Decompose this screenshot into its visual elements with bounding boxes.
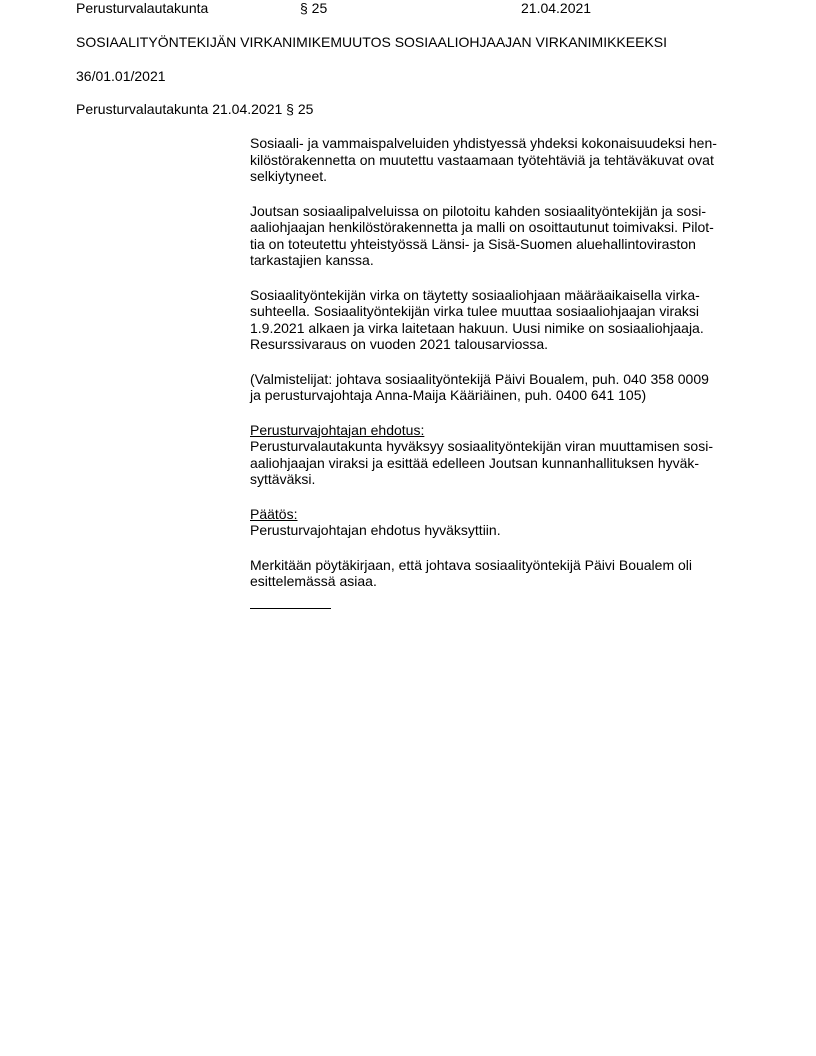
document-title: SOSIAALITYÖNTEKIJÄN VIRKANIMIKEMUUTOS SOSIAALIOHJAAJAN VIRKANIMIKKEEKSI — [76, 34, 667, 50]
paragraph-line: selkiytyneet. — [250, 168, 328, 184]
paragraph-preparers — [250, 371, 750, 404]
proposal-heading: Perusturvajohtajan ehdotus: — [250, 421, 425, 438]
decision-line: Perusturvajohtajan ehdotus hyväksyttiin. — [250, 522, 501, 538]
proposal-section — [250, 422, 750, 488]
decision-section — [250, 506, 750, 539]
paragraph-line: Resurssivaraus on vuoden 2021 talousarviossa. — [250, 336, 549, 352]
header-section-number: § 25 — [300, 0, 328, 16]
paragraph-line: Joutsan sosiaalipalveluissa on pilotoitu kahden sosiaalityöntekijän ja sosi- — [250, 202, 707, 219]
document-number: 36/01.01/2021 — [76, 68, 166, 84]
paragraph-line: tia on toteutettu yhteistyössä Länsi- ja Sisä-Suomen aluehallintoviraston — [250, 235, 696, 252]
decision-heading: Päätös: — [250, 505, 298, 522]
paragraph-line: kilöstörakennetta on muutettu vastaamaan työtehtäviä ja tehtäväkuvat ovat — [250, 151, 714, 168]
paragraph-background — [250, 135, 750, 185]
header-organization: Perusturvalautakunta — [76, 0, 209, 16]
paragraph-position-change — [250, 287, 750, 353]
proposal-line: syttäväksi. — [250, 471, 316, 487]
paragraph-line: Sosiaali- ja vammaispalveluiden yhdistyessä yhdeksi kokonaisuudeksi hen- — [250, 135, 717, 151]
note-section — [250, 557, 750, 590]
paragraph-line: tarkastajien kanssa. — [250, 252, 374, 268]
paragraph-line: ja perusturvajohtaja Anna-Maija Kääriäinen, puh. 0400 641 105) — [250, 387, 647, 403]
paragraph-line: suhteella. Sosiaalityöntekijän virka tulee muuttaa sosiaaliohjaajan viraksi — [250, 303, 700, 319]
header-date: 21.04.2021 — [521, 0, 592, 16]
meeting-reference: Perusturvalautakunta 21.04.2021 § 25 — [76, 101, 314, 117]
paragraph-line: (Valmistelijat: johtava sosiaalityöntekijä Päivi Boualem, puh. 040 358 0009 — [250, 370, 709, 387]
paragraph-pilot — [250, 203, 750, 269]
proposal-line: Perusturvalautakunta hyväksyy sosiaalityöntekijän viran muuttamisen sosi- — [250, 438, 713, 454]
document-body — [250, 135, 750, 609]
note-line: Merkitään pöytäkirjaan, että johtava sosiaalityöntekijä Päivi Boualem oli — [250, 556, 693, 573]
paragraph-line: 1.9.2021 alkaen ja virka laitetaan hakuun. Uusi nimike on sosiaaliohjaaja. — [250, 319, 704, 336]
end-divider-line — [250, 608, 331, 609]
note-line: esittelemässä asiaa. — [250, 573, 377, 589]
paragraph-line: Sosiaalityöntekijän virka on täytetty sosiaaliohjaan määräaikaisella virka- — [250, 286, 700, 303]
proposal-line: aaliohjaajan viraksi ja esittää edelleen Joutsan kunnanhallituksen hyväk- — [250, 454, 700, 471]
paragraph-line: aaliohjaajan henkilöstörakennetta ja malli on osoittautunut toimivaksi. Pilot- — [250, 219, 714, 235]
